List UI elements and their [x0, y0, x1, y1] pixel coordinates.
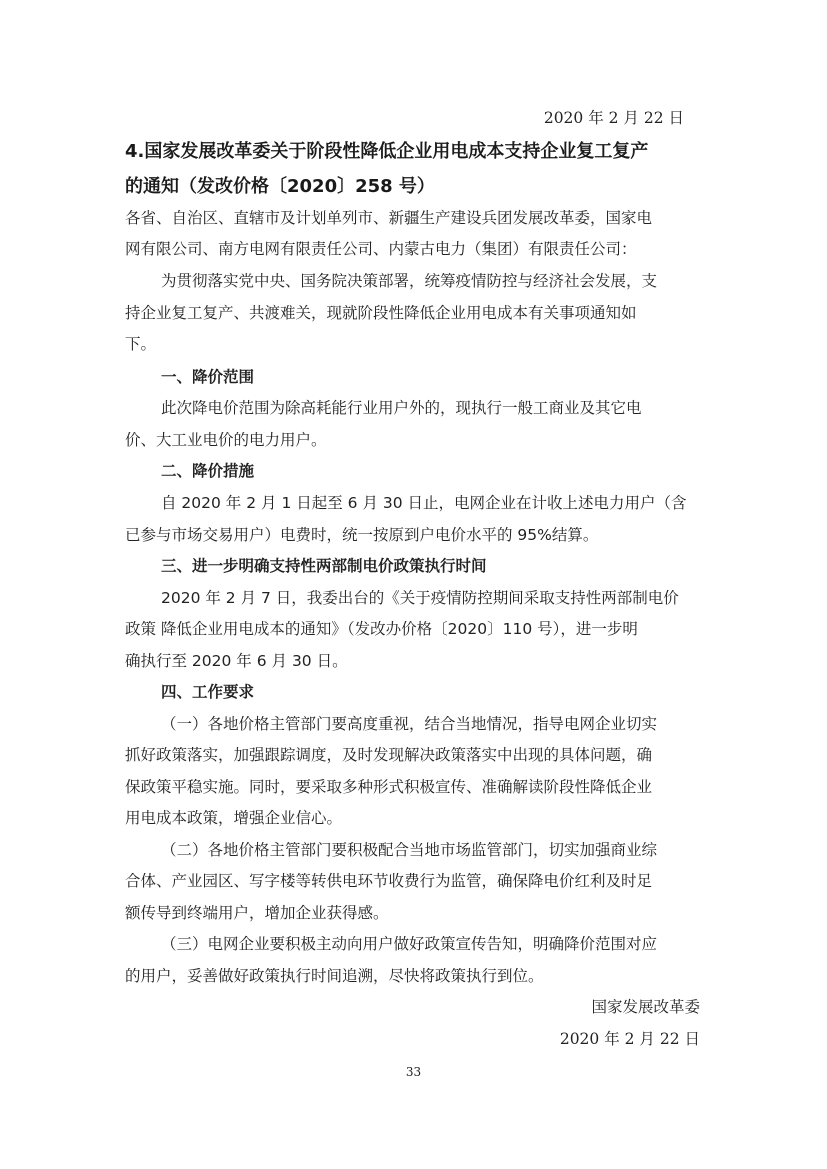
requirement-line: 用电成本政策，增强企业信心。: [125, 809, 343, 827]
section-line: 价、大工业电价的电力用户。: [125, 431, 327, 449]
section-line: 此次降电价范围为除高耗能行业用户外的，现执行一般工商业及其它电: [161, 399, 642, 417]
requirement-line: 的用户，妥善做好政策执行时间追溯，尽快将政策执行到位。: [125, 967, 544, 985]
notice-title-line: 的通知（发改价格〔2020〕258 号）: [125, 176, 435, 197]
section-line: 2020 年 2 月 7 日，我委出台的《关于疫情防控期间采取支持性两部制电价: [161, 589, 679, 607]
page-number: 33: [405, 1065, 422, 1079]
addressee-line: 各省、自治区、直辖市及计划单列市、新疆生产建设兵团发展改革委，国家电: [125, 209, 653, 227]
notice-title-line: 4.国家发展改革委关于阶段性降低企业用电成本支持企业复工复产: [125, 141, 649, 162]
requirement-line: 保政策平稳实施。同时，要采取多种形式积极宣传、准确解读阶段性降低企业: [125, 778, 653, 796]
requirement-line: （一）各地价格主管部门要高度重视，结合当地情况，指导电网企业切实: [161, 715, 658, 733]
section-heading: 三、进一步明确支持性两部制电价政策执行时间: [161, 557, 487, 575]
section-heading: 一、降价范围: [161, 368, 255, 386]
issue-date: 2020 年 2 月 22 日: [559, 1030, 700, 1048]
section-line: 自 2020 年 2 月 1 日起至 6 月 30 日止，电网企业在计收上述电力用户（含: [161, 494, 687, 512]
issuer-name: 国家发展改革委: [591, 998, 700, 1016]
intro-line: 持企业复工复产、共渡难关，现就阶段性降低企业用电成本有关事项通知如: [125, 304, 637, 322]
intro-line: 为贯彻落实党中央、国务院决策部署，统筹疫情防控与经济社会发展，支: [161, 272, 658, 290]
requirement-line: 抓好政策落实，加强跟踪调度，及时发现解决政策落实中出现的具体问题，确: [125, 746, 653, 764]
requirement-line: （二）各地价格主管部门要积极配合当地市场监管部门，切实加强商业综: [161, 841, 658, 859]
section-line: 确执行至 2020 年 6 月 30 日。: [125, 652, 348, 670]
requirement-line: 合体、产业园区、写字楼等转供电环节收费行为监管，确保降电价红利及时足: [125, 872, 653, 890]
section-heading: 二、降价措施: [161, 462, 255, 480]
requirement-line: 额传导到终端用户，增加企业获得感。: [125, 904, 389, 922]
intro-line: 下。: [125, 335, 157, 353]
addressee-line: 网有限公司、南方电网有限责任公司、内蒙古电力（集团）有限责任公司：: [125, 240, 637, 258]
requirement-line: （三）电网企业要积极主动向用户做好政策宣传告知，明确降价范围对应: [161, 935, 658, 953]
section-line: 政策 降低企业用电成本的通知》（发改办价格〔2020〕110 号），进一步明: [125, 620, 638, 638]
previous-notice-date: 2020 年 2 月 22 日: [543, 109, 684, 127]
section-line: 已参与市场交易用户）电费时，统一按原到户电价水平的 95%结算。: [125, 526, 599, 544]
section-heading: 四、工作要求: [161, 683, 255, 701]
